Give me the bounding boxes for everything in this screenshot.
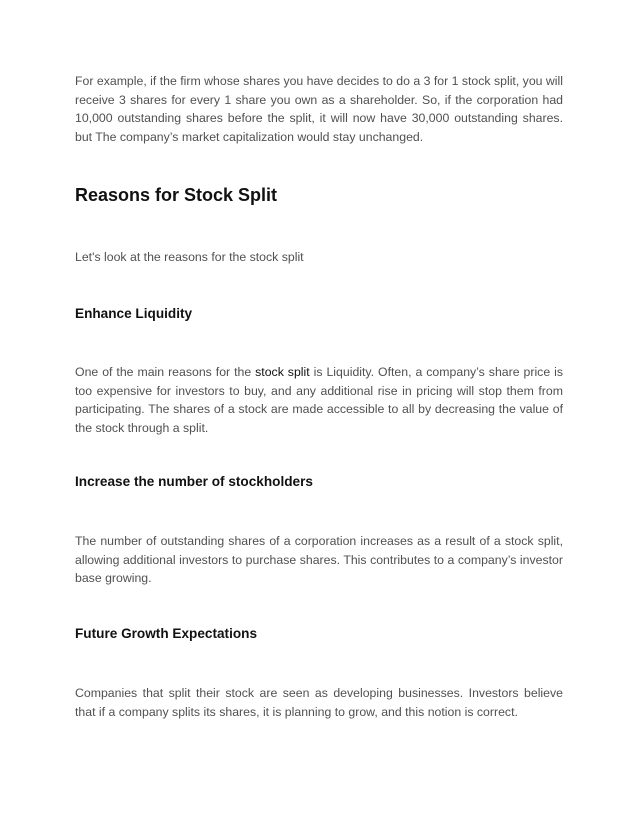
- growth-paragraph: Companies that split their stock are seen as developing businesses. Investors believe that if a company splits its shares, it is planning to grow, and this notion is correct.: [75, 686, 563, 719]
- reasons-heading: Reasons for Stock Split: [75, 185, 278, 205]
- reasons-lead-paragraph: Let's look at the reasons for the stock split: [75, 250, 304, 264]
- liquidity-text-before: One of the main reasons for the: [75, 365, 256, 379]
- liquidity-text-after: is Liquidity. Often, a company’s share price is too expensive for investors to buy, and any additional rise in pricing will stop them from participating. The shares of a stock are made accessible to all by decreasing the value of the stock through a split.: [75, 365, 563, 435]
- growth-heading: Future Growth Expectations: [75, 626, 258, 641]
- liquidity-paragraph: [75, 363, 563, 437]
- intro-paragraph: For example, if the firm whose shares you have decides to do a 3 for 1 stock split, you will receive 3 shares for every 1 share you own as a shareholder. So, if the corporation had 10,000 outstanding shares before the split, it will now have 30,000 outstanding shares. but The company’s market capitalization would stay unchanged.: [75, 74, 564, 144]
- liquidity-heading: Enhance Liquidity: [75, 306, 193, 321]
- stockholders-paragraph: The number of outstanding shares of a corporation increases as a result of a stock split, allowing additional investors to purchase shares. This contributes to a company’s investor base growing.: [75, 534, 563, 586]
- stock-split-link[interactable]: stock split: [255, 365, 310, 379]
- stockholders-heading: Increase the number of stockholders: [75, 474, 313, 489]
